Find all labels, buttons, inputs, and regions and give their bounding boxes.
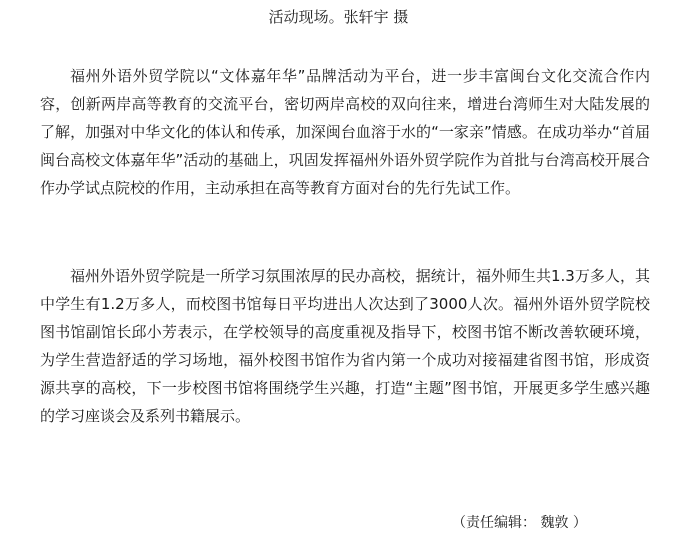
article-paragraph-2: 福州外语外贸学院是一所学习氛围浓厚的民办高校，据统计，福外师生共1.3万多人，其中学生有1.2万多人，而校图书馆每日平均进出人次达到了3000人次。福州外语外贸学院校图书馆副馆长邱小芳表示，在学校领导的高度重视及指导下，校图书馆不断改善软硬环境，为学生营造舒适的学习场地，福外校图书馆作为省内第一个成功对接福建省图书馆，形成资源共享的高校，下一步校图书馆将围绕学生兴趣，打造“主题”图书馆，开展更多学生感兴趣的学习座谈会及系列书籍展示。 — [40, 267, 650, 425]
article-paragraph-1: 福州外语外贸学院以“文体嘉年华”品牌活动为平台，进一步丰富闽台文化交流合作内容，创新两岸高等教育的交流平台，密切两岸高校的双向往来，增进台湾师生对大陆发展的了解，加强对中华文化的体认和传承，加深闽台血溶于水的“一家亲”情感。在成功举办“首届闽台高校文体嘉年华”活动的基础上，巩固发挥福州外语外贸学院作为首批与台湾高校开展合作办学试点院校的作用，主动承担在高等教育方面对台的先行先试工作。 — [40, 67, 650, 197]
responsible-editor: （责任编辑： 魏敦 ） — [452, 515, 587, 531]
photo-caption: 活动现场。张轩宇 摄 — [268, 8, 409, 26]
